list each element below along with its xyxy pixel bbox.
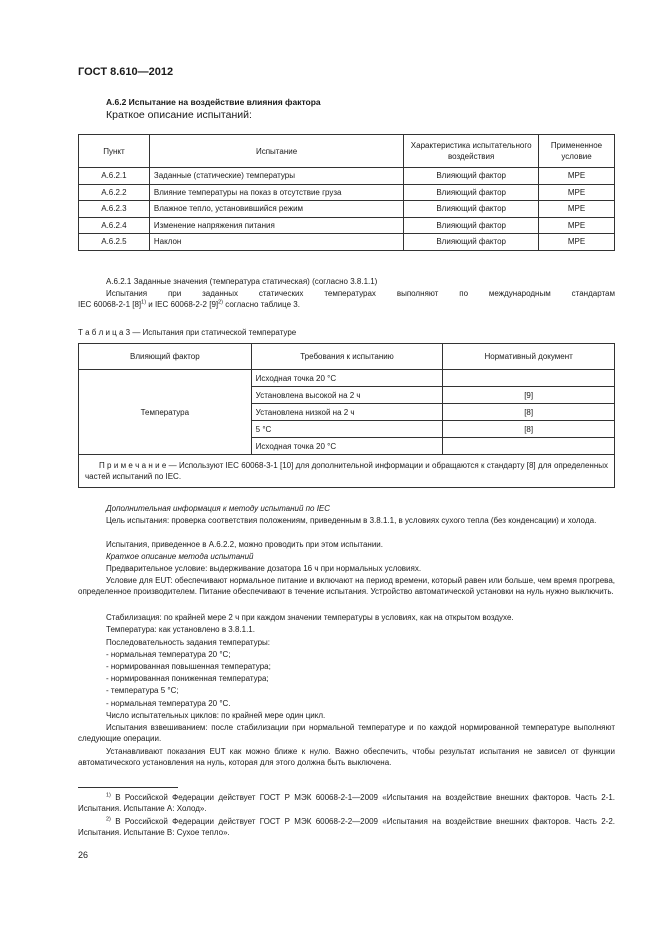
- paragraph-a621-refs: IEC 60068-2-1 $[8]^{1)}$ и IEC 60068-2-2 $[9]^{2)}$ согласно таблице 3.: [78, 299, 300, 309]
- tests-table: [78, 134, 615, 251]
- table-cell: Влияющий фактор: [404, 184, 539, 201]
- table-cell: Влажное тепло, установившийся режим: [149, 201, 403, 218]
- table-row: [79, 168, 615, 185]
- list-item: - нормированная пониженная температура;: [106, 674, 269, 683]
- table-row: [79, 201, 615, 218]
- static-temperature-table: [78, 343, 615, 488]
- paragraph-temperature: Температура: как установлено в 3.8.1.1.: [106, 625, 255, 634]
- table-cell: А.6.2.5: [79, 234, 150, 251]
- section-subtitle: Краткое описание испытаний:: [106, 109, 252, 121]
- page-number: 26: [78, 850, 89, 860]
- table-note: П р и м е ч а н и е — Используют IEC 60068-3-1 [10] для дополнительной информации и обращаются к стандарту [8] для определенных частей испытаний по IEC.: [79, 455, 615, 488]
- table-cell: А.6.2.3: [79, 201, 150, 218]
- column-header: Примененное условие: [539, 135, 615, 168]
- column-header: Пункт: [79, 135, 150, 168]
- paragraph-cycles: Число испытательных циклов: по крайней мере один цикл.: [106, 711, 326, 720]
- table-cell: [8]: [443, 404, 615, 421]
- table-cell: МРЕ: [539, 217, 615, 234]
- table-cell: Влияние температуры на показ в отсутствие груза: [149, 184, 403, 201]
- factor-cell: Температура: [79, 370, 252, 455]
- method-heading: Краткое описание метода испытаний: [106, 552, 254, 561]
- footnote-1: $^{1)}$ В Российской Федерации действует ГОСТ Р МЭК 60068-2-1—2009 «Испытания на воздействие внешних факторов. Часть 2-1. Испытания. Испытание А: Холод».: [78, 792, 615, 813]
- paragraph-a621-title: А.6.2.1 Заданные значения (температура статическая) (согласно 3.8.1.1): [106, 277, 378, 286]
- table-note-row: [79, 455, 615, 488]
- paragraph-eut: Условие для EUT: обеспечивают нормальное питание и включают на период времени, который равен или больше, чем время прогрева, определенное производителем. Питание обеспечивают в течение испытания. Устройство автоматической установки на нуль нужно выключить.: [78, 576, 615, 596]
- table-cell: [443, 370, 615, 387]
- footnote-2: $^{2)}$ В Российской Федерации действует ГОСТ Р МЭК 60068-2-2—2009 «Испытания на воздействие внешних факторов. Часть 2-2. Испытания. Испытание В: Сухое тепло».: [78, 816, 615, 837]
- column-header: Требования к испытанию: [251, 344, 443, 370]
- list-item: - температура 5 °С;: [106, 686, 179, 695]
- table-row: [79, 184, 615, 201]
- footnote-divider: [78, 787, 178, 788]
- additional-info-heading: Дополнительная информация к методу испытаний по IEC: [106, 504, 331, 513]
- paragraph-precondition: Предварительное условие: выдерживание дозатора 16 ч при нормальных условиях.: [106, 564, 422, 573]
- table-cell: МРЕ: [539, 168, 615, 185]
- table-cell: МРЕ: [539, 234, 615, 251]
- paragraph-a622: Испытания, приведенное в А.6.2.2, можно проводить при этом испытании.: [106, 540, 383, 549]
- paragraph-stabilization: Стабилизация: по крайней мере 2 ч при каждом значении температуры в условиях, как на открытом воздухе.: [106, 613, 514, 622]
- paragraph-purpose: Цель испытания: проверка соответствия положениям, приведенным в 3.8.1.1, в условиях сухого тепла (без конденсации) и холода.: [106, 516, 597, 525]
- table-cell: Исходная точка 20 °С: [251, 370, 443, 387]
- column-header: Влияющий фактор: [79, 344, 252, 370]
- table-cell: Установлена высокой на 2 ч: [251, 387, 443, 404]
- table-cell: [8]: [443, 421, 615, 438]
- table-row: [79, 370, 615, 387]
- column-header: Нормативный документ: [443, 344, 615, 370]
- table-cell: МРЕ: [539, 184, 615, 201]
- table-row: [79, 217, 615, 234]
- table-cell: Наклон: [149, 234, 403, 251]
- table-cell: Заданные (статические) температуры: [149, 168, 403, 185]
- section-title: А.6.2 Испытание на воздействие влияния фактора: [106, 97, 321, 107]
- list-item: - нормальная температура 20 °С.: [106, 699, 231, 708]
- table-cell: Влияющий фактор: [404, 201, 539, 218]
- table-cell: Установлена низкой на 2 ч: [251, 404, 443, 421]
- table-cell: МРЕ: [539, 201, 615, 218]
- table-cell: [443, 438, 615, 455]
- document-header: ГОСТ 8.610—2012: [78, 66, 174, 78]
- table-cell: А.6.2.2: [79, 184, 150, 201]
- paragraph-sequence: Последовательность задания температуры:: [106, 638, 270, 647]
- column-header: Испытание: [149, 135, 403, 168]
- table-cell: А.6.2.1: [79, 168, 150, 185]
- list-item: - нормальная температура 20 °С;: [106, 650, 231, 659]
- table-cell: 5 °С: [251, 421, 443, 438]
- paragraph-zero: Устанавливают показания EUT как можно ближе к нулю. Важно обеспечить, чтобы результат испытания не зависел от функции автоматического установления на нуль, которая для этого должна быть выключена.: [78, 747, 615, 767]
- column-header: Характеристика испытательного воздействия: [404, 135, 539, 168]
- table-row: [79, 234, 615, 251]
- table-header-row: [79, 344, 615, 370]
- paragraph-weighing: Испытания взвешиванием: после стабилизации при нормальной температуре и по каждой нормированной температуре выполняют следующие операции.: [78, 723, 615, 743]
- table-cell: Влияющий фактор: [404, 234, 539, 251]
- table-cell: Влияющий фактор: [404, 217, 539, 234]
- table-cell: А.6.2.4: [79, 217, 150, 234]
- table-cell: [9]: [443, 387, 615, 404]
- table-header-row: [79, 135, 615, 168]
- table-cell: Влияющий фактор: [404, 168, 539, 185]
- paragraph-a621-text: Испытания при заданных статических температурах выполняют по международным стандартам: [106, 289, 615, 298]
- table-cell: Изменение напряжения питания: [149, 217, 403, 234]
- table3-caption: Т а б л и ц а 3 — Испытания при статической температуре: [78, 328, 297, 337]
- table-cell: Исходная точка 20 °С: [251, 438, 443, 455]
- list-item: - нормированная повышенная температура;: [106, 662, 271, 671]
